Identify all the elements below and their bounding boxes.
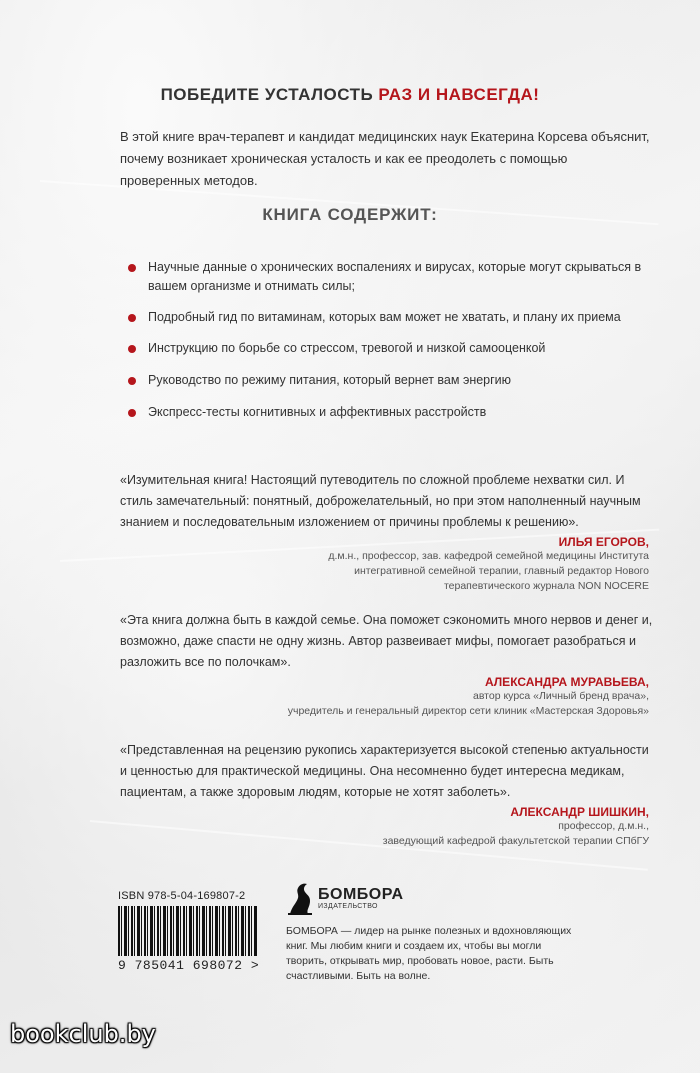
publisher-description: БОМБОРА — лидер на рынке полезных и вдохновляющих книг. Мы любим книги и создаем их, чтобы вы могли творить, открывать мир, пробовать новое, расти. Быть счастливыми. Быть на волне.: [286, 925, 572, 982]
list-item-text: Подробный гид по витаминам, которых вам может не хватать, и плану их приема: [148, 310, 621, 324]
review-author-role: учредитель и генеральный директор сети клиник «Мастерская Здоровья»: [287, 705, 649, 717]
review-muravyeva: [120, 610, 655, 719]
contents-list: [126, 258, 646, 435]
review-quote: «Эта книга должна быть в каждой семье. Она поможет сэкономить много нервов и денег и, возможно, даже спасти не одну жизнь. Автор развеивает мифы, помогает разобраться и разложить все по полочкам».: [120, 613, 653, 669]
list-item-text: Инструкцию по борьбе со стрессом, тревогой и низкой самооценкой: [148, 341, 546, 355]
review-quote: «Представленная на рецензию рукопись характеризуется высокой степенью актуальности и ценностью для практической медицины. Она несомненно будет интересна медикам, пациентам, а также здоровым людям, которые не хотят заболеть».: [120, 743, 649, 799]
barcode-graphic: [118, 906, 258, 956]
bullet-dot: [128, 377, 136, 385]
list-item: [126, 339, 646, 358]
review-author-role: заведующий кафедрой факультетской терапии СПбГУ: [382, 835, 649, 847]
review-author-role: д.м.н., профессор, зав. кафедрой семейной медицины Института интегративной семейной терапии, главный редактор Нового терапевтического журнала NON NOCERE: [328, 550, 649, 592]
headline-accent: РАЗ И НАВСЕГДА!: [378, 85, 540, 104]
review-author-role: профессор, д.м.н.,: [558, 820, 649, 832]
publisher-block: [286, 880, 666, 984]
list-item-text: Экспресс-тесты когнитивных и аффективных расстройств: [148, 405, 487, 419]
list-item: [126, 371, 646, 390]
intro-paragraph: В этой книге врач-терапевт и кандидат медицинских наук Екатерина Корсева объяснит, почему возникает хроническая усталость и как ее преодолеть с помощью проверенных методов.: [120, 129, 650, 188]
publisher-logo: [286, 880, 666, 916]
review-author: АЛЕКСАНДР ШИШКИН,: [510, 805, 649, 819]
bullet-dot: [128, 345, 136, 353]
bombora-wave-icon: [286, 880, 314, 916]
bullet-dot: [128, 409, 136, 417]
publisher-name: БОМБОРА: [318, 886, 404, 903]
list-item-text: Руководство по режиму питания, который вернет вам энергию: [148, 373, 512, 387]
headline: [0, 85, 700, 105]
barcode-digits: 9 785041 698072 >: [118, 958, 260, 973]
review-quote: «Изумительная книга! Настоящий путеводитель по сложной проблеме нехватки сил. И стиль замечательный: понятный, доброжелательный, но при этом наполненный научным знанием и последовательным изложением от причины проблемы к решению».: [120, 473, 641, 529]
headline-text: ПОБЕДИТЕ УСТАЛОСТЬ: [160, 85, 374, 104]
bullet-dot: [128, 314, 136, 322]
isbn-number: ISBN 978-5-04-169807-2: [118, 890, 246, 902]
list-item: [126, 258, 646, 296]
review-egorov: [120, 470, 655, 594]
site-watermark: bookclub.by: [10, 1020, 156, 1048]
review-shishkin: [120, 740, 655, 849]
contents-title: КНИГА СОДЕРЖИТ:: [262, 205, 438, 224]
list-item: [126, 403, 646, 422]
publisher-subtitle: ИЗДАТЕЛЬСТВО: [318, 903, 378, 910]
review-author: ИЛЬЯ ЕГОРОВ,: [558, 535, 649, 549]
bullet-dot: [128, 264, 136, 272]
list-item-text: Научные данные о хронических воспалениях и вирусах, которые могут скрываться в вашем организме и отнимать силы;: [148, 260, 642, 293]
isbn-block: [118, 890, 260, 973]
list-item: [126, 308, 646, 327]
review-author: АЛЕКСАНДРА МУРАВЬЕВА,: [484, 675, 649, 689]
review-author-role: автор курса «Личный бренд врача»,: [473, 690, 649, 702]
